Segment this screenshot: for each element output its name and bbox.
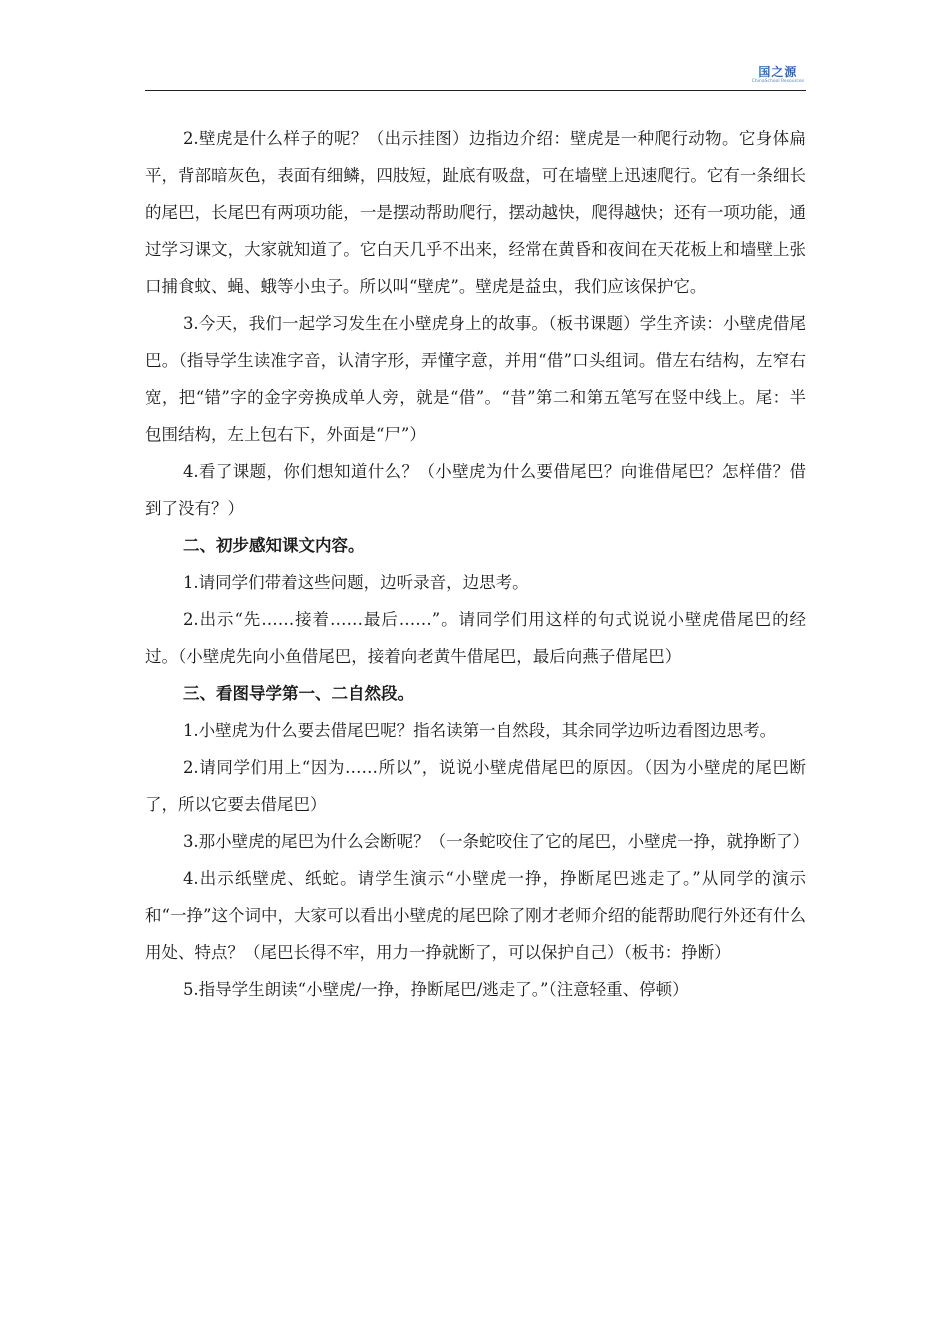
paragraph: 5.指导学生朗读“小壁虎/一挣，挣断尾巴/逃走了。”（注意轻重、停顿） (182, 980, 689, 999)
document-body (145, 120, 810, 1008)
logo (752, 66, 804, 85)
paragraph: 2.壁虎是什么样子的呢？（出示挂图）边指边介绍：壁虎是一种爬行动物。它身体扁平，背部暗灰色，表面有细鳞，四肢短，趾底有吸盘，可在墙壁上迅速爬行。它有一条细长的尾巴，长尾巴有两项功能，一是摆动帮助爬行，摆动越快，爬得越快；还有一项功能，通过学习课文，大家就知道了。它白天几乎不出来，经常在黄昏和夜间在天花板上和墙壁上张口捕食蚊、蝇、蛾等小虫子。所以叫“壁虎”。壁虎是益虫，我们应该保护它。 (145, 129, 806, 296)
logo-text: 国之源 (758, 65, 798, 79)
paragraph: 3.那小壁虎的尾巴为什么会断呢？（一条蛇咬住了它的尾巴，小壁虎一挣，就挣断了） (182, 832, 810, 851)
logo-subtext: ChinaSchool Resources (751, 79, 804, 84)
section-heading: 二、初步感知课文内容。 (182, 536, 365, 555)
paragraph: 2.出示“先……接着……最后……”。请同学们用这样的句式说说小壁虎借尾巴的经过。（小壁虎先向小鱼借尾巴，接着向老黄牛借尾巴，最后向燕子借尾巴） (145, 610, 806, 666)
section-heading: 三、看图导学第一、二自然段。 (182, 684, 414, 703)
paragraph: 2.请同学们用上“因为……所以”，说说小壁虎借尾巴的原因。（因为小壁虎的尾巴断了，所以它要去借尾巴） (145, 758, 806, 814)
paragraph: 1.小壁虎为什么要去借尾巴呢？指名读第一自然段，其余同学边听边看图边思考。 (182, 721, 777, 740)
paragraph: 4.出示纸壁虎、纸蛇。请学生演示“小壁虎一挣，挣断尾巴逃走了。”从同学的演示和“一挣”这个词中，大家可以看出小壁虎的尾巴除了刚才老师介绍的能帮助爬行外还有什么用处、特点？（尾巴长得不牢，用力一挣就断了，可以保护自己）（板书：挣断） (145, 869, 806, 962)
paragraph: 3.今天，我们一起学习发生在小壁虎身上的故事。（板书课题）学生齐读：小壁虎借尾巴。（指导学生读准字音，认清字形，弄懂字意，并用“借”口头组词。借左右结构，左窄右宽，把“错”字的金字旁换成单人旁，就是“借”。“昔”第二和第五笔写在竖中线上。尾：半包围结构，左上包右下，外面是“尸”） (145, 314, 806, 444)
paragraph: 4.看了课题，你们想知道什么？（小壁虎为什么要借尾巴？向谁借尾巴？怎样借？借到了没有？） (145, 462, 806, 518)
page-header (145, 62, 806, 91)
paragraph: 1.请同学们带着这些问题，边听录音，边思考。 (182, 573, 529, 592)
